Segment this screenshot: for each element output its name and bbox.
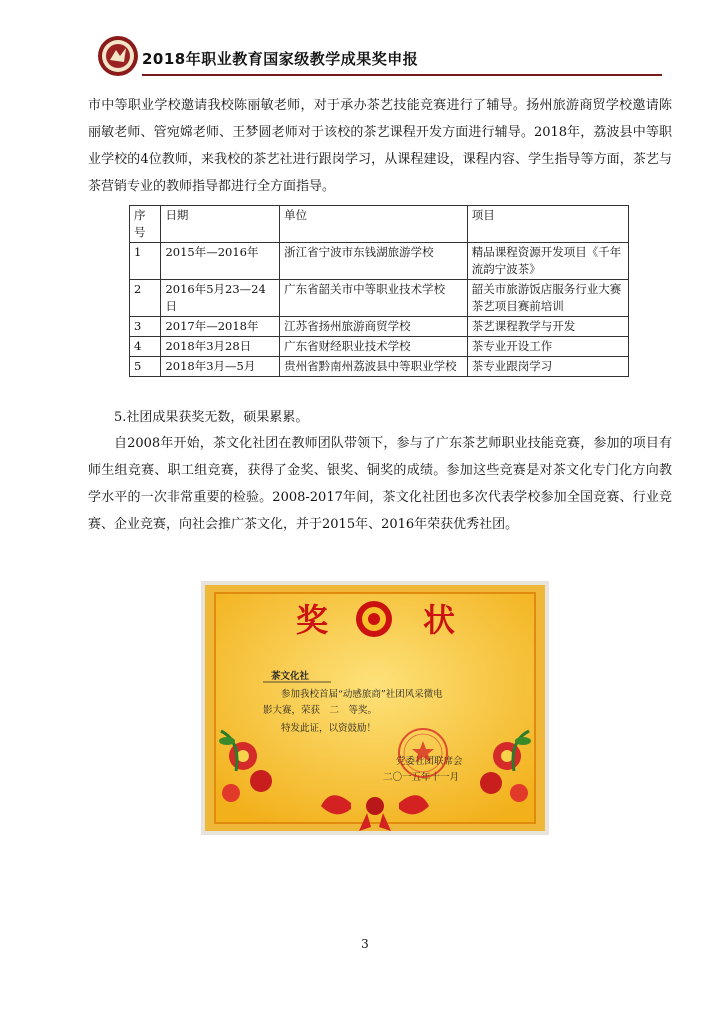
cell-unit: 贵州省黔南州荔波县中等职业学校 (280, 357, 468, 377)
school-logo-icon (96, 34, 140, 78)
header-cell-unit: 单位 (280, 206, 468, 243)
header-cell-date: 日期 (161, 206, 280, 243)
certificate-line-2: 影大赛，荣获 二 等奖。 (263, 705, 378, 716)
cell-date: 2017年—2018年 (161, 317, 280, 337)
cell-number: 3 (130, 317, 161, 337)
cell-unit: 广东省财经职业技术学校 (280, 337, 468, 357)
award-certificate (201, 581, 549, 835)
cell-date: 2015年—2016年 (161, 243, 280, 280)
cell-number: 4 (130, 337, 161, 357)
cell-unit: 浙江省宁波市东钱湖旅游学校 (280, 243, 468, 280)
certificate-line-3: 特发此证，以资鼓励！ (281, 723, 377, 734)
body-paragraph-3: 自2008年开始，茶文化社团在教师团队带领下，参与了广东茶艺师职业技能竞赛，参加的项目有师生组竞赛、职工组竞赛，获得了金奖、银奖、铜奖的成绩。参加这些竞赛是对茶文化专门化方向教学水平的一次非常重要的检验。2008-2017年间，茶文化社团也多次代表学校参加全国竞赛、行业竞赛、企业竞赛，向社会推广茶文化，并于2015年、2016年荣获优秀社团。 (88, 436, 672, 532)
certificate-title-right: 状 (423, 601, 456, 639)
cell-project: 茶专业跟岗学习 (467, 357, 628, 377)
table-header-row (130, 206, 629, 243)
cell-project: 茶专业开设工作 (467, 337, 628, 357)
certificate-title-left: 奖 (296, 601, 329, 639)
exchange-table (129, 205, 629, 377)
table-row (130, 243, 629, 280)
cell-date: 2016年5月23—24日 (161, 280, 280, 317)
header-cell-project: 项目 (467, 206, 628, 243)
page-number: 3 (361, 937, 369, 951)
certificate-recipient: 茶文化社 (271, 671, 310, 682)
cell-unit: 广东省韶关市中等职业技术学校 (280, 280, 468, 317)
cell-project: 精品课程资源开发项目《千年流韵宁波茶》 (467, 243, 628, 280)
table-row (130, 317, 629, 337)
table-row (130, 337, 629, 357)
cell-number: 2 (130, 280, 161, 317)
table-row (130, 280, 629, 317)
certificate-line-1: 参加我校首届“动感旅商”社团风采微电 (281, 689, 443, 700)
cell-number: 5 (130, 357, 161, 377)
header-cell-number: 序号 (130, 206, 161, 243)
emblem-icon (356, 601, 392, 637)
cell-date: 2018年3月—5月 (161, 357, 280, 377)
certificate-date: 二〇一五年十一月 (383, 772, 460, 783)
header-divider (142, 74, 662, 76)
page-header-title: 2018年职业教育国家级教学成果奖申报 (142, 50, 419, 68)
certificate-issuer: 党委社团联席会 (396, 756, 463, 767)
cell-number: 1 (130, 243, 161, 280)
cell-unit: 江苏省扬州旅游商贸学校 (280, 317, 468, 337)
section-heading-5: 5.社团成果获奖无数，硕果累累。 (114, 410, 309, 425)
cell-date: 2018年3月28日 (161, 337, 280, 357)
cell-project: 韶关市旅游饭店服务行业大赛茶艺项目赛前培训 (467, 280, 628, 317)
body-paragraph-1: 市中等职业学校邀请我校陈丽敏老师，对于承办茶艺技能竞赛进行了辅导。扬州旅游商贸学校邀请陈丽敏老师、管宛嫦老师、王梦圆老师对于该校的茶艺课程开发方面进行辅导。2018年，荔波县中等职业学校的4位教师，来我校的茶艺社进行跟岗学习，从课程建设，课程内容、学生指导等方面，茶艺与茶营销专业的教师指导都进行全方面指导。 (88, 98, 672, 194)
cell-project: 茶艺课程教学与开发 (467, 317, 628, 337)
page-header (96, 34, 656, 84)
table-row (130, 357, 629, 377)
